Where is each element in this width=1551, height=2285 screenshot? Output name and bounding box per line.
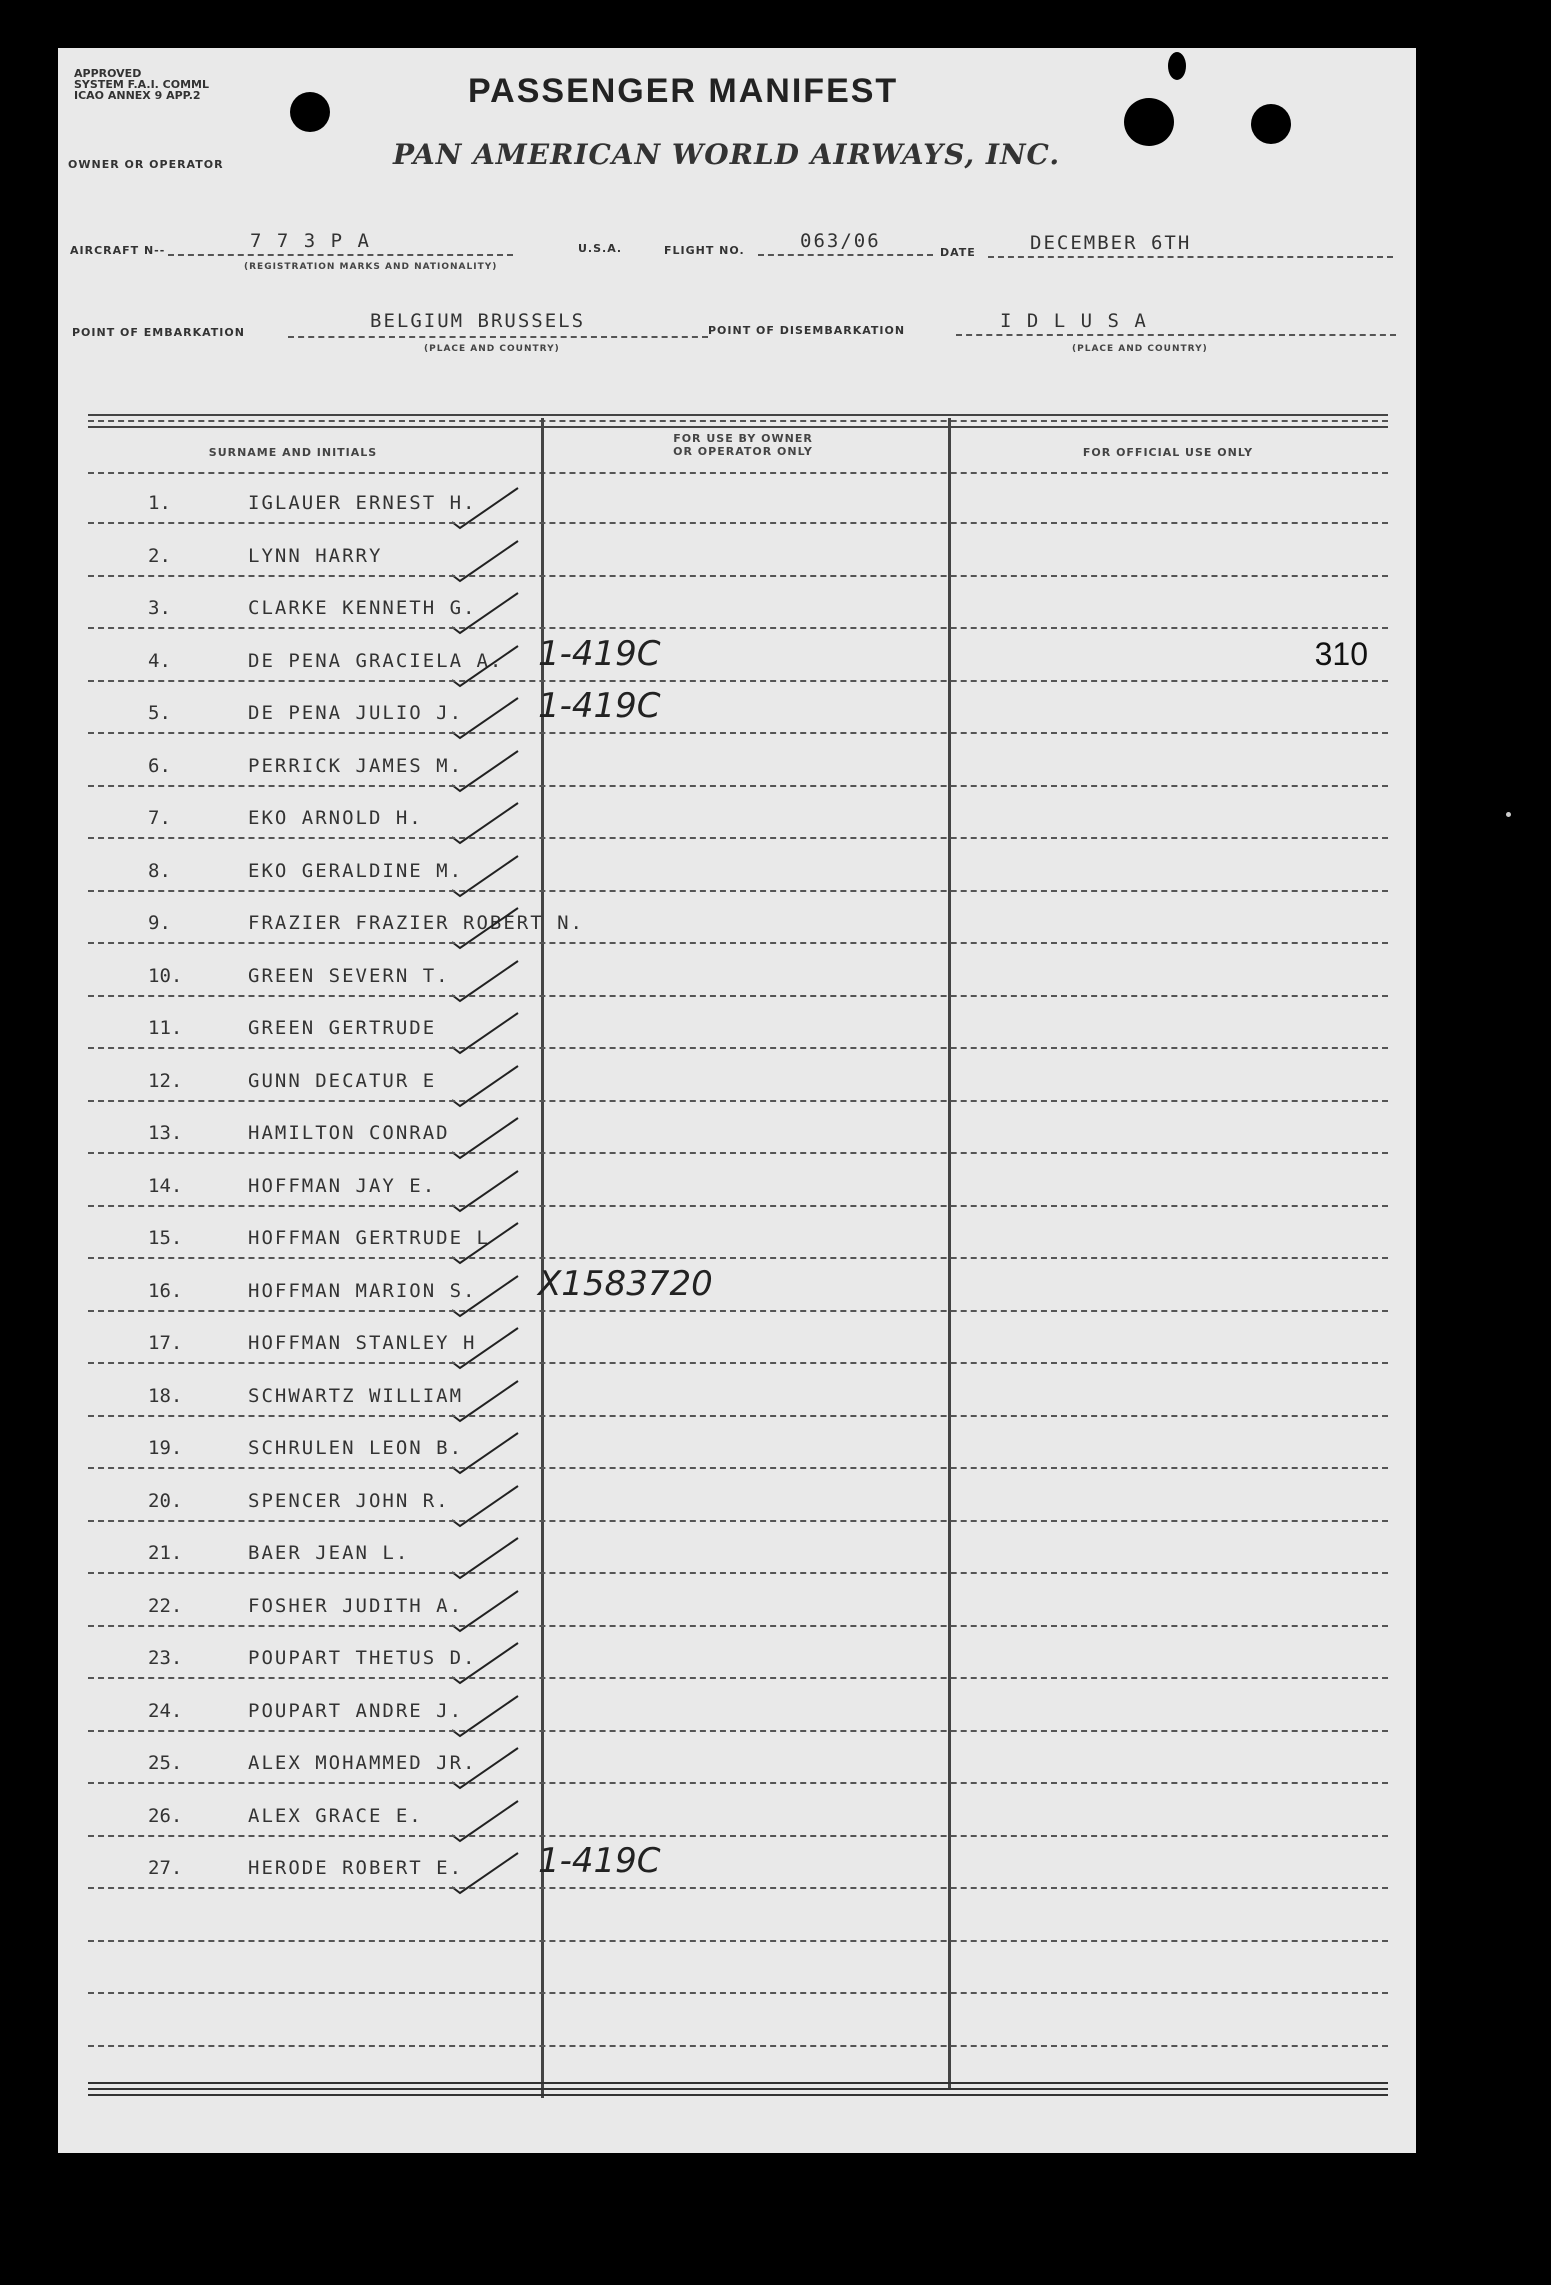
punch-hole <box>1124 98 1174 146</box>
passenger-name: FRAZIER FRAZIER ROBERT N. <box>248 912 584 934</box>
row-divider <box>88 1362 1388 1364</box>
row-divider <box>88 575 1388 577</box>
row-number: 11. <box>148 1017 183 1039</box>
row-number: 20. <box>148 1490 183 1512</box>
handwritten-note: 1-419C <box>538 686 661 726</box>
row-number: 2. <box>148 545 171 567</box>
row-number: 15. <box>148 1227 183 1249</box>
aircraft-value: 7 7 3 P A <box>250 230 371 252</box>
row-divider <box>88 732 1388 734</box>
row-number: 18. <box>148 1385 183 1407</box>
handwritten-note: 1-419C <box>538 1841 661 1881</box>
owner-label: OWNER OR OPERATOR <box>68 158 224 171</box>
flight-label: FLIGHT NO. <box>664 244 745 257</box>
row-number: 21. <box>148 1542 183 1564</box>
row-number: 25. <box>148 1752 183 1774</box>
column-header-official-use: FOR OFFICIAL USE ONLY <box>1082 446 1254 459</box>
passenger-name: ALEX GRACE E. <box>248 1805 423 1827</box>
row-number: 26. <box>148 1805 183 1827</box>
passenger-name: BAER JEAN L. <box>248 1542 410 1564</box>
row-divider <box>88 1205 1388 1207</box>
row-divider <box>88 890 1388 892</box>
row-number: 13. <box>148 1122 183 1144</box>
disembarkation-label: POINT OF DISEMBARKATION <box>708 324 906 337</box>
date-value: DECEMBER 6TH <box>1030 232 1192 254</box>
passenger-name: GREEN GERTRUDE <box>248 1017 437 1039</box>
row-number: 23. <box>148 1647 183 1669</box>
row-divider <box>88 522 1388 524</box>
row-divider <box>88 995 1388 997</box>
row-number: 5. <box>148 702 171 724</box>
registration-caption: (REGISTRATION MARKS AND NATIONALITY) <box>244 262 498 272</box>
row-divider <box>88 1572 1388 1574</box>
approval-stamp: APPROVED SYSTEM F.A.I. COMML ICAO ANNEX 9 APP.2 <box>74 67 210 102</box>
row-divider <box>88 837 1388 839</box>
company-name: PAN AMERICAN WORLD AIRWAYS, INC. <box>393 138 1061 171</box>
row-number: 16. <box>148 1280 183 1302</box>
passenger-name: HOFFMAN GERTRUDE L <box>248 1227 490 1249</box>
passenger-name: DE PENA JULIO J. <box>248 702 464 724</box>
official-use-value: 310 <box>1314 636 1368 672</box>
passenger-name: GREEN SEVERN T. <box>248 965 450 987</box>
handwritten-note: 1-419C <box>538 634 661 674</box>
embarkation-label: POINT OF EMBARKATION <box>72 326 245 339</box>
row-divider <box>88 1467 1388 1469</box>
row-number: 17. <box>148 1332 183 1354</box>
row-number: 8. <box>148 860 171 882</box>
row-divider <box>88 1520 1388 1522</box>
row-divider <box>88 1992 1388 1994</box>
row-divider <box>88 1835 1388 1837</box>
passenger-name: POUPART ANDRE J. <box>248 1700 464 1722</box>
row-number: 9. <box>148 912 171 934</box>
passenger-name: FOSHER JUDITH A. <box>248 1595 464 1617</box>
row-divider <box>88 1677 1388 1679</box>
passenger-name: HOFFMAN STANLEY H <box>248 1332 477 1354</box>
passenger-name: HOFFMAN JAY E. <box>248 1175 437 1197</box>
row-number: 12. <box>148 1070 183 1092</box>
row-divider <box>88 942 1388 944</box>
row-number: 22. <box>148 1595 183 1617</box>
row-divider <box>88 1940 1388 1942</box>
passenger-name: ALEX MOHAMMED JR. <box>248 1752 477 1774</box>
passenger-name: POUPART THETUS D. <box>248 1647 477 1669</box>
disembarkation-caption: (PLACE AND COUNTRY) <box>1072 344 1208 354</box>
column-header-owner-use: FOR USE BY OWNER OR OPERATOR ONLY <box>673 432 813 458</box>
row-number: 10. <box>148 965 183 987</box>
row-number: 1. <box>148 492 171 514</box>
passenger-name: SCHWARTZ WILLIAM <box>248 1385 464 1407</box>
row-number: 14. <box>148 1175 183 1197</box>
passenger-name: DE PENA GRACIELA A. <box>248 650 504 672</box>
passenger-name: IGLAUER ERNEST H. <box>248 492 477 514</box>
row-divider <box>88 1782 1388 1784</box>
embarkation-value: BELGIUM BRUSSELS <box>370 310 586 332</box>
aircraft-label: AIRCRAFT N-- <box>70 244 166 257</box>
passenger-name: EKO ARNOLD H. <box>248 807 423 829</box>
passenger-name: SPENCER JOHN R. <box>248 1490 450 1512</box>
usa-label: U.S.A. <box>578 242 623 255</box>
passenger-name: HAMILTON CONRAD <box>248 1122 450 1144</box>
column-header-surname: SURNAME AND INITIALS <box>208 446 378 459</box>
row-divider <box>88 1415 1388 1417</box>
row-number: 7. <box>148 807 171 829</box>
row-divider <box>88 1625 1388 1627</box>
row-divider <box>88 1730 1388 1732</box>
passenger-name: PERRICK JAMES M. <box>248 755 464 777</box>
passenger-name: CLARKE KENNETH G. <box>248 597 477 619</box>
embarkation-caption: (PLACE AND COUNTRY) <box>424 344 560 354</box>
passenger-name: LYNN HARRY <box>248 545 383 567</box>
row-number: 27. <box>148 1857 183 1879</box>
row-divider <box>88 1887 1388 1889</box>
manifest-page <box>58 48 1416 2153</box>
row-divider <box>88 785 1388 787</box>
scan-speck <box>1506 812 1511 817</box>
passenger-name: GUNN DECATUR E <box>248 1070 437 1092</box>
flight-value: 063/06 <box>800 230 881 252</box>
passenger-name: SCHRULEN LEON B. <box>248 1437 464 1459</box>
disembarkation-value: I D L U S A <box>1000 310 1148 332</box>
row-divider <box>88 680 1388 682</box>
punch-hole <box>290 92 330 132</box>
row-divider <box>88 1257 1388 1259</box>
row-number: 6. <box>148 755 171 777</box>
row-divider <box>88 627 1388 629</box>
row-divider <box>88 1047 1388 1049</box>
date-label: DATE <box>940 246 976 259</box>
row-divider <box>88 1100 1388 1102</box>
row-number: 19. <box>148 1437 183 1459</box>
row-number: 24. <box>148 1700 183 1722</box>
row-divider <box>88 2045 1388 2047</box>
row-number: 4. <box>148 650 171 672</box>
row-divider <box>88 1152 1388 1154</box>
punch-hole <box>1168 52 1186 80</box>
row-divider <box>88 1310 1388 1312</box>
passenger-name: HERODE ROBERT E. <box>248 1857 464 1879</box>
passenger-name: EKO GERALDINE M. <box>248 860 464 882</box>
handwritten-note: X1583720 <box>538 1264 713 1304</box>
punch-hole <box>1251 104 1291 144</box>
page-title: PASSENGER MANIFEST <box>468 72 899 110</box>
passenger-name: HOFFMAN MARION S. <box>248 1280 477 1302</box>
row-number: 3. <box>148 597 171 619</box>
